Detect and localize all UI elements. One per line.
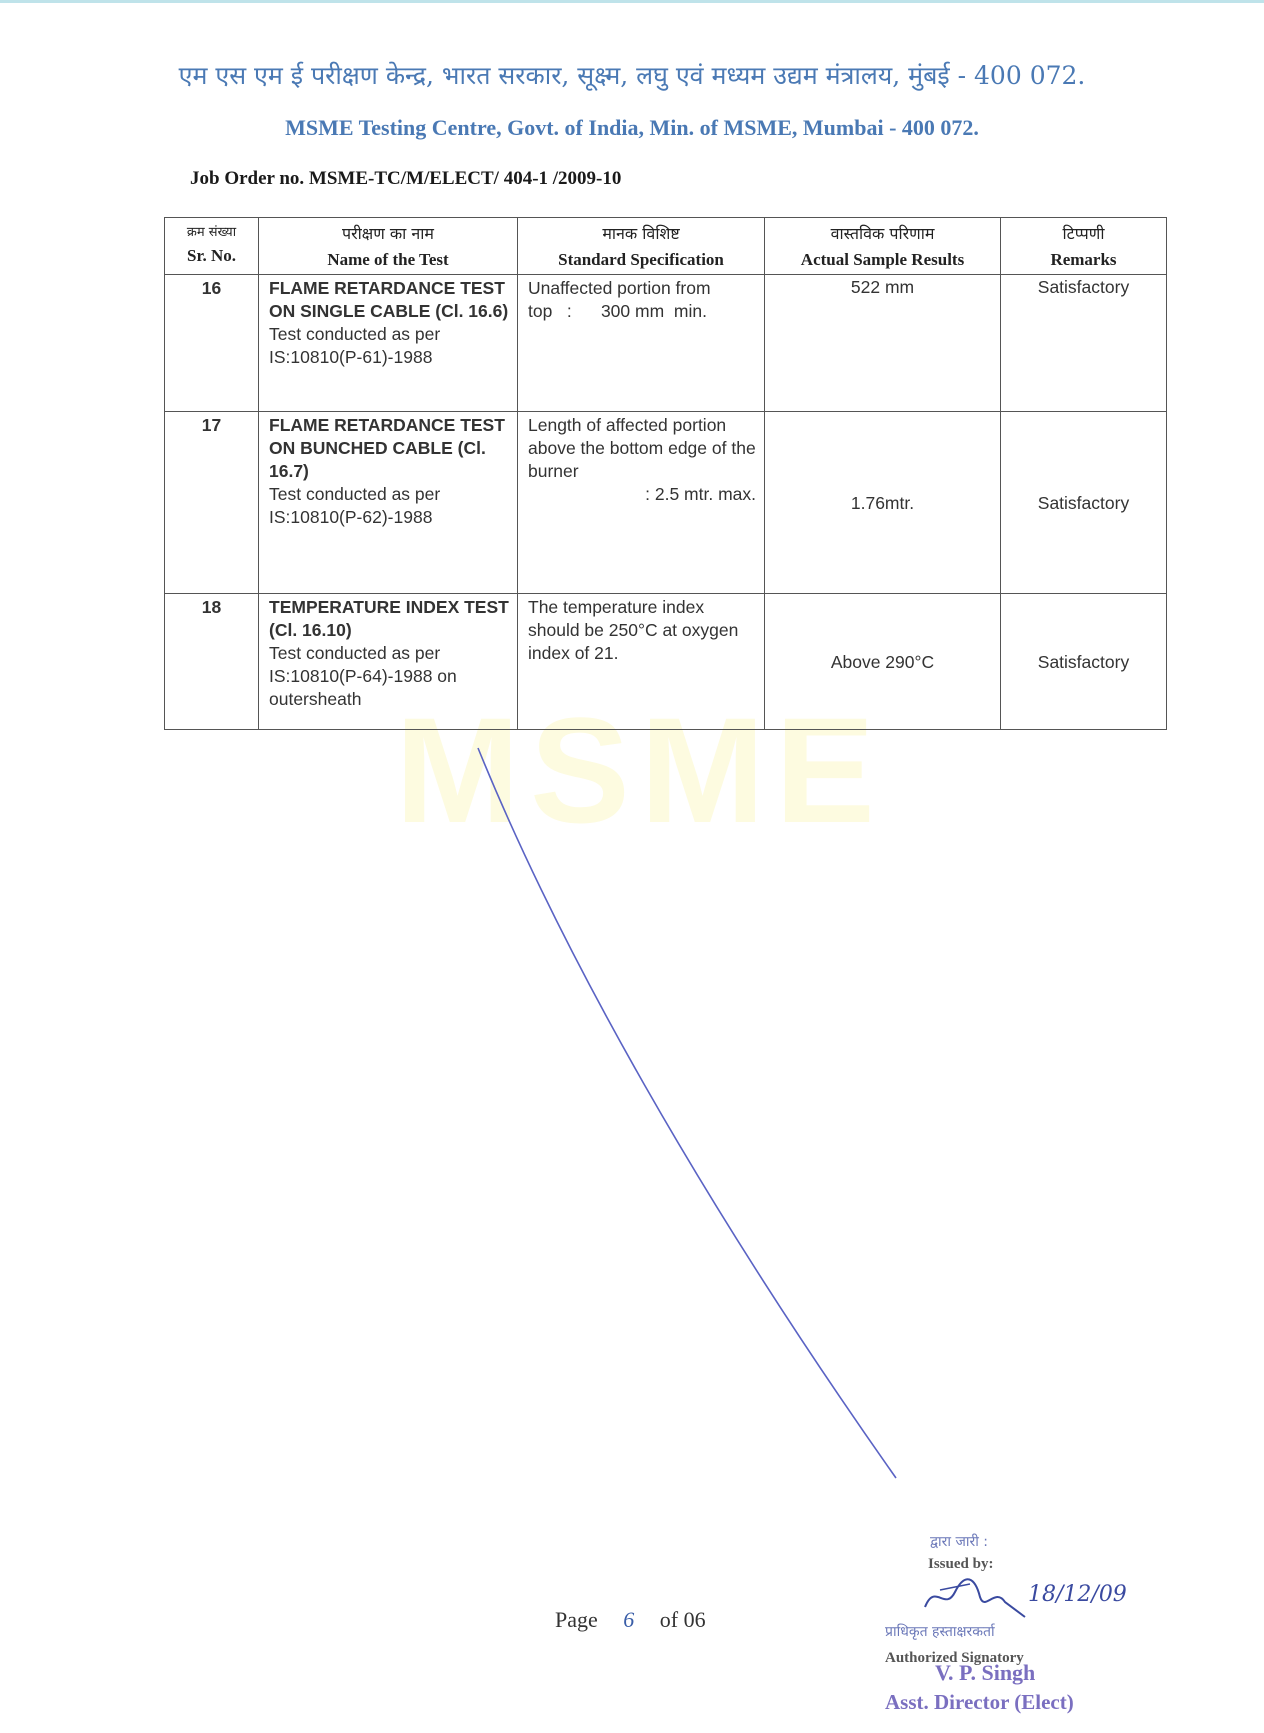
col-header-test-name: परीक्षण का नाम Name of the Test	[259, 218, 518, 275]
spec-limit: : 2.5 mtr. max.	[645, 484, 756, 504]
spec-text: Unaffected portion from	[528, 278, 711, 298]
col-header-remarks: टिप्पणी Remarks	[1001, 218, 1167, 275]
signatory-designation: Asst. Director (Elect)	[885, 1690, 1074, 1714]
row-sr-no: 17	[165, 412, 259, 594]
spec-text: The temperature index should be 250°C at oxygen index of 21.	[528, 597, 739, 663]
row-sr-no: 16	[165, 275, 259, 412]
signatory-name: V. P. Singh	[935, 1660, 1036, 1685]
header-hindi: एम एस एम ई परीक्षण केन्द्र, भारत सरकार, सूक्ष्म, लघु एवं मध्यम उद्यम मंत्रालय, मुंबई - 400 072.	[178, 61, 1086, 90]
row-sr-no: 18	[165, 594, 259, 730]
msme-watermark: MSME	[395, 686, 885, 854]
page-total: of 06	[659, 1607, 706, 1632]
col-header-standard-spec: मानक विशिष्ट Standard Specification	[518, 218, 765, 275]
signature-date: 18/12/09	[1028, 1582, 1127, 1607]
header-english: MSME Testing Centre, Govt. of India, Min. of MSME, Mumbai - 400 072.	[285, 115, 979, 140]
test-title: FLAME RETARDANCE TEST ON BUNCHED CABLE (Cl. 16.7)	[269, 415, 505, 481]
row-remark: Satisfactory	[1001, 275, 1167, 412]
test-method: Test conducted as per IS:10810(P-62)-1988	[269, 484, 441, 527]
col-header-sr-no: क्रम संख्या Sr. No.	[165, 218, 259, 275]
test-method: Test conducted as per IS:10810(P-61)-1988	[269, 324, 441, 367]
authorized-signatory-hindi: प्राधिकृत हस्ताक्षरकर्ता	[885, 1624, 995, 1640]
row-remark: Satisfactory	[1001, 412, 1167, 594]
test-title: FLAME RETARDANCE TEST ON SINGLE CABLE (Cl. 16.6)	[269, 278, 509, 321]
job-order-number: Job Order no. MSME-TC/M/ELECT/ 404-1 /2009-10	[190, 168, 622, 189]
spec-limit: top : 300 mm min.	[528, 301, 707, 321]
row-remark: Satisfactory	[1001, 594, 1167, 730]
row-result: 1.76mtr.	[765, 412, 1001, 594]
row-result: 522 mm	[765, 275, 1001, 412]
issued-by-label: Issued by:	[928, 1556, 994, 1572]
authorized-signatory-label: Authorized Signatory	[885, 1650, 1024, 1666]
spec-text: Length of affected portion above the bottom edge of the burner	[528, 415, 756, 481]
issued-by-hindi: द्वारा जारी :	[930, 1534, 989, 1550]
page-label: Page	[555, 1607, 598, 1632]
test-method: Test conducted as per IS:10810(P-64)-1988 on outersheath	[269, 643, 457, 709]
row-result: Above 290°C	[765, 594, 1001, 730]
current-page: 6	[623, 1607, 635, 1632]
test-title: TEMPERATURE INDEX TEST (Cl. 16.10)	[269, 597, 509, 640]
col-header-actual-results: वास्तविक परिणाम Actual Sample Results	[765, 218, 1001, 275]
